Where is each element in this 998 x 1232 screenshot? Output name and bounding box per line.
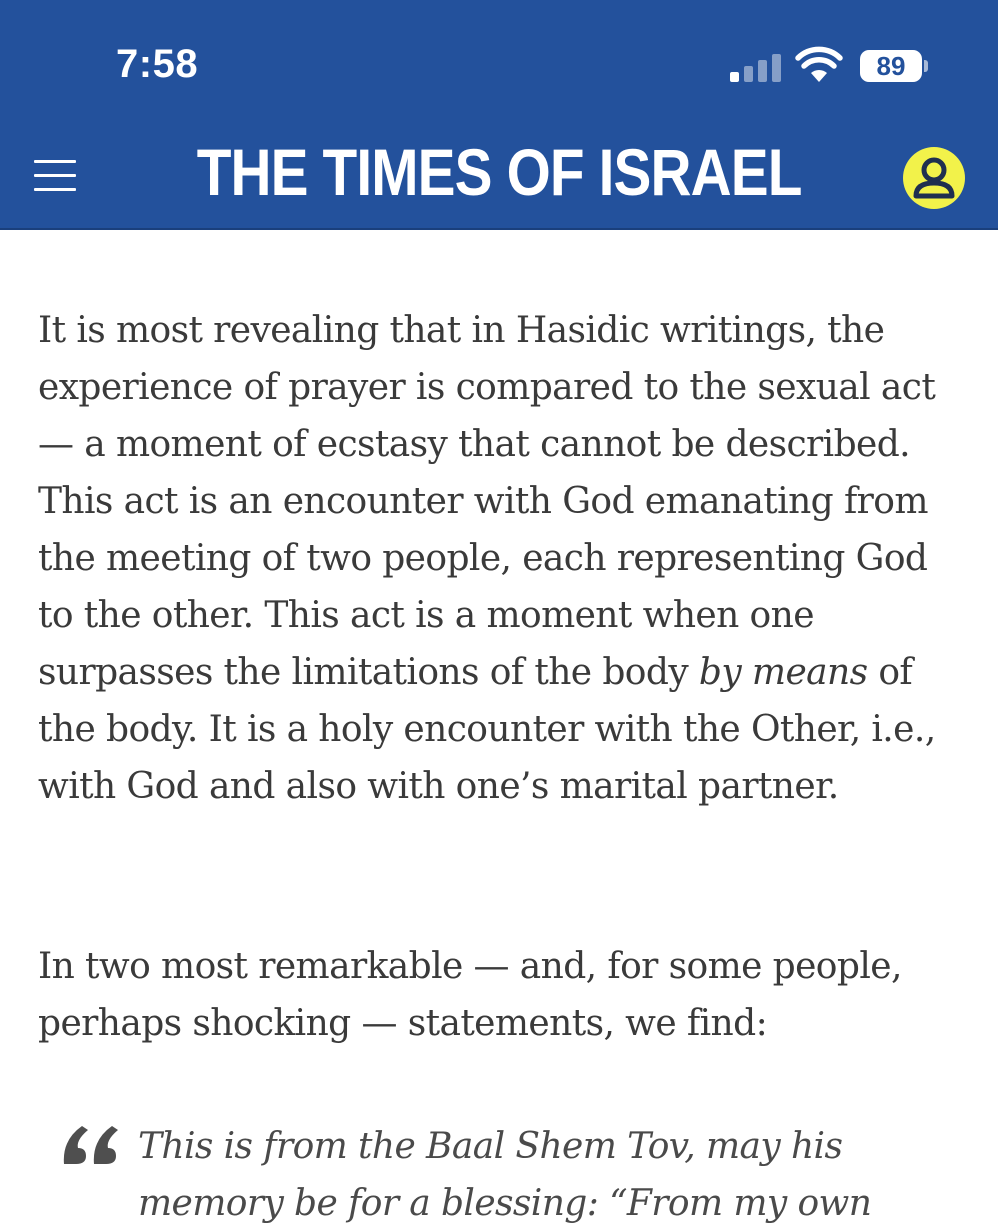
article-paragraph	[38, 302, 938, 815]
article-paragraph: In two most remarkable — and, for some people, perhaps shocking — statements, we find:	[38, 946, 902, 1044]
cellular-signal-icon	[730, 54, 782, 82]
quote-text: This is from the Baal Shem Tov, may his memory be for a blessing: “From my own	[138, 1126, 872, 1224]
top-bar	[0, 0, 998, 230]
quote-mark-icon	[60, 1118, 124, 1168]
paragraph-text: of the body. It is a holy encounter with the Other, i.e., with God and also with one’s marital partner.	[38, 652, 936, 807]
emphasis-text: by means	[698, 652, 868, 693]
paragraph-text: It is most revealing that in Hasidic writings, the experience of prayer is compared to the sexual act — a moment of ecstasy that cannot be described. This act is an encounter with God emanating from the meeting of two people, each representing God to the other. This act is a moment when one surpasses the limitations of the body	[38, 310, 936, 693]
battery-indicator	[860, 50, 924, 82]
article-body	[38, 302, 938, 1044]
battery-level: 89	[860, 50, 922, 82]
wifi-icon	[796, 48, 842, 84]
site-logo[interactable]: THE TIMES OF ISRAEL	[196, 135, 802, 209]
user-avatar-icon[interactable]	[902, 146, 966, 210]
status-time: 7:58	[116, 42, 199, 86]
battery-tip	[924, 60, 928, 72]
